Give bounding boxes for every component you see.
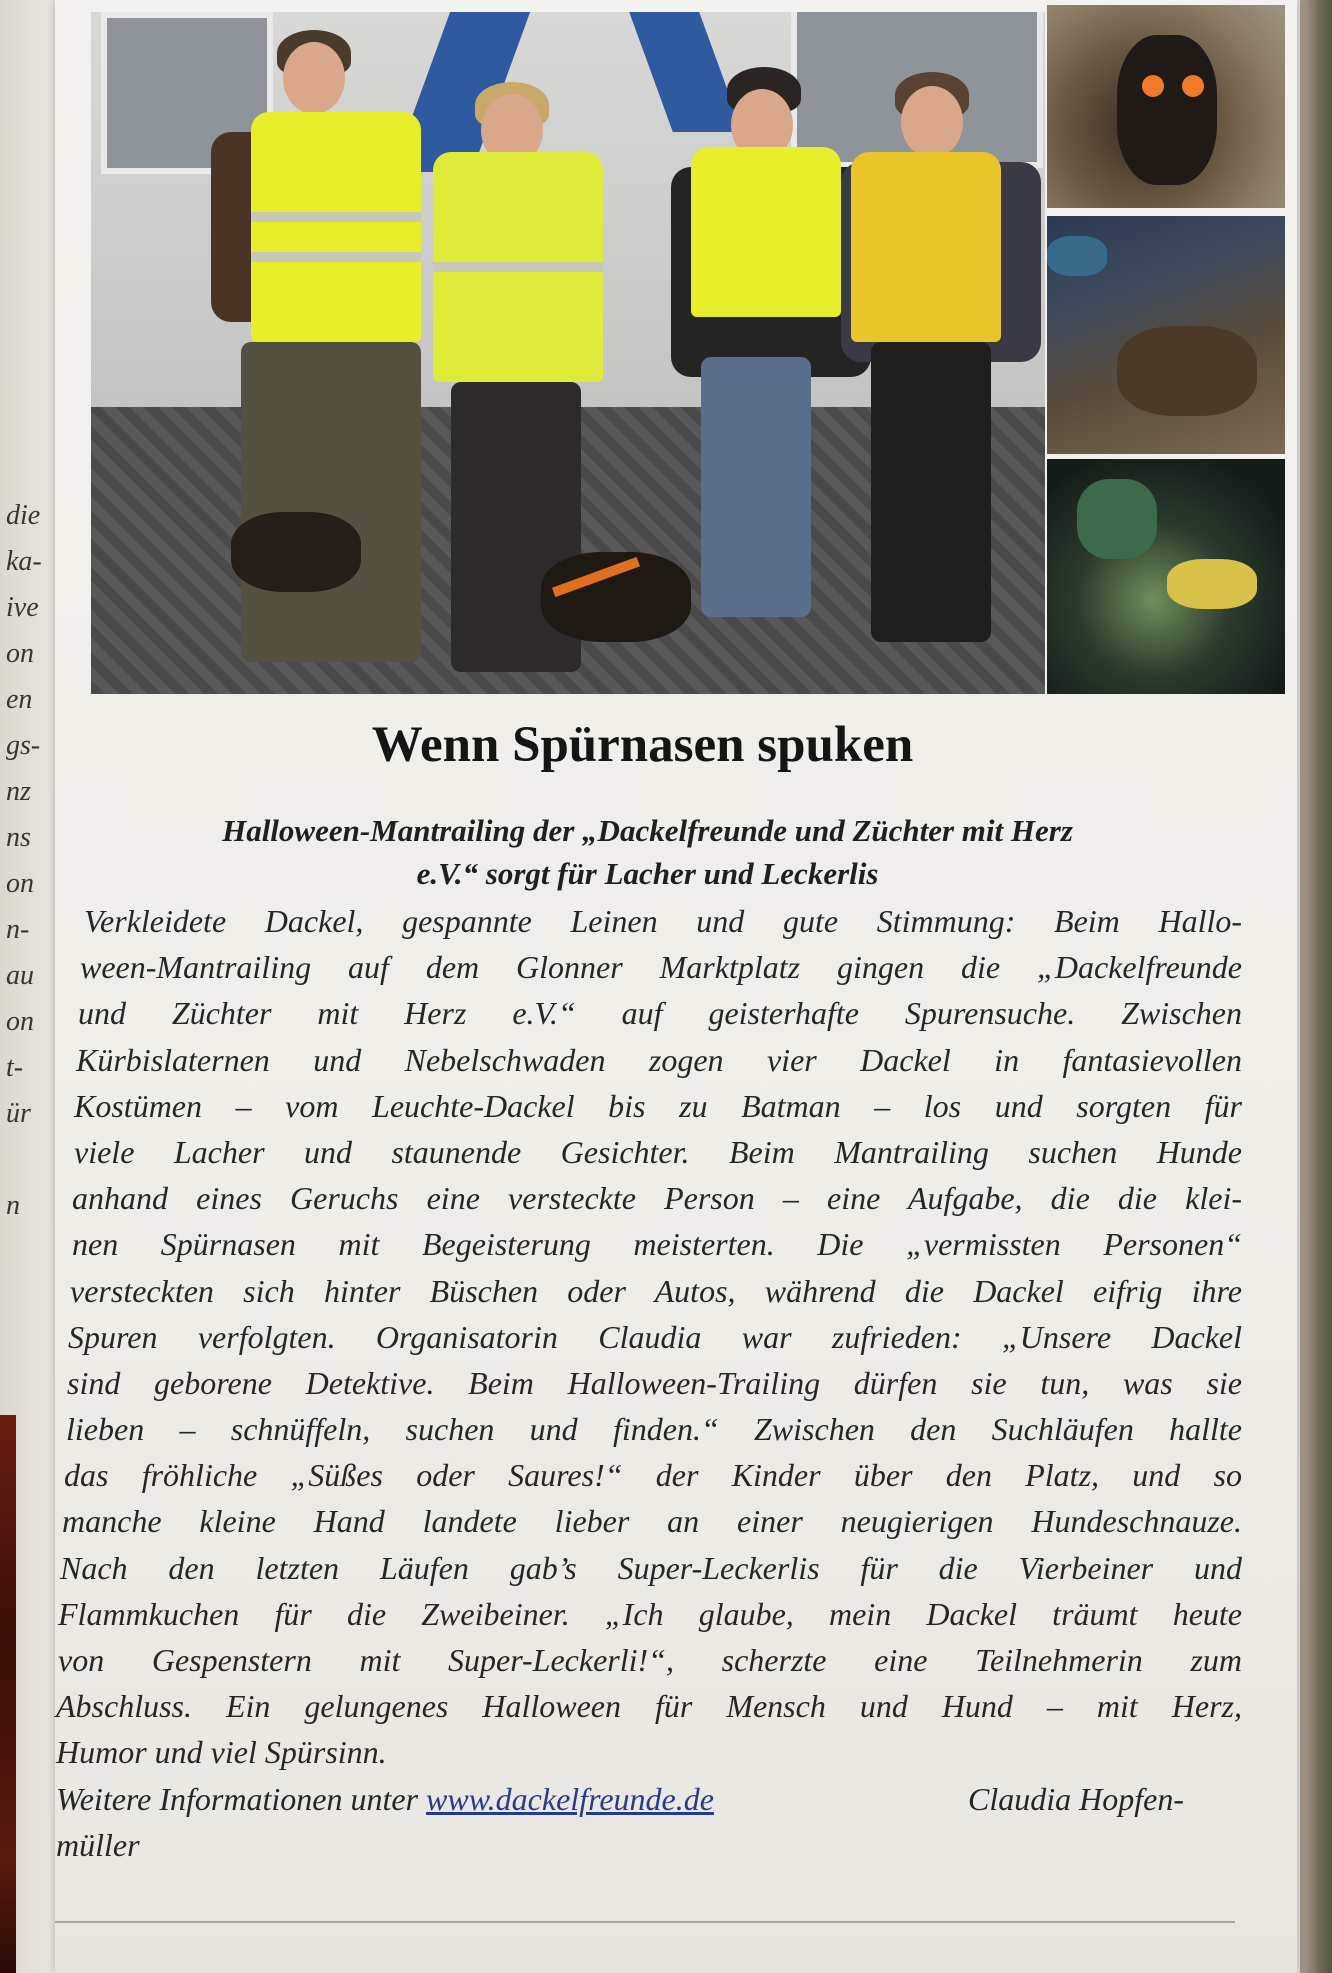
left-page-text-fragment: au bbox=[6, 960, 34, 991]
body-line: Kostümen – vom Leuchte-Dackel bis zu Batman – los und sorgten für bbox=[74, 1087, 1242, 1124]
body-line: und Züchter mit Herz e.V.“ auf geisterhafte Spurensuche. Zwischen bbox=[78, 995, 1242, 1032]
left-page-text-fragment: on bbox=[6, 868, 34, 899]
left-page-text-fragment: ür bbox=[6, 1098, 31, 1129]
left-page-text-fragment: ive bbox=[6, 592, 39, 623]
body-line: Verkleidete Dackel, gespannte Leinen und gute Stimmung: Beim Hallo- bbox=[84, 903, 1242, 939]
article-headline: Wenn Spürnasen spuken bbox=[371, 717, 914, 773]
body-line: Abschluss. Ein gelungenes Halloween für Mensch und Hund – mit Herz, bbox=[56, 1688, 1242, 1725]
subheadline-line: Halloween-Mantrailing der „Dackelfreunde und Züchter mit Herz bbox=[222, 813, 1073, 848]
body-line: Humor und viel Spürsinn. bbox=[56, 1734, 387, 1771]
left-page-text-fragment: en bbox=[6, 684, 33, 715]
left-page-text-fragment: t- bbox=[6, 1052, 24, 1083]
body-line: sind geborene Detektive. Beim Halloween-Trailing dürfen sie tun, was sie bbox=[67, 1364, 1242, 1401]
body-line: viele Lacher und staunende Gesichter. Beim Mantrailing suchen Hunde bbox=[74, 1133, 1242, 1170]
group-photo bbox=[91, 12, 1045, 694]
body-line: lieben – schnüffeln, suchen und finden.“ Zwischen den Suchläufen hallte bbox=[66, 1411, 1242, 1448]
body-line: Flammkuchen für die Zweibeiner. „Ich glaube, mein Dackel träumt heute bbox=[58, 1595, 1242, 1632]
body-line: nen Spürnasen mit Begeisterung meisterten. Die „vermissten Personen“ bbox=[72, 1226, 1242, 1263]
author-name-continued: müller bbox=[56, 1826, 140, 1863]
left-page-text-fragment: ka- bbox=[6, 546, 42, 577]
body-line: manche kleine Hand landete lieber an einer neugierigen Hundeschnauze. bbox=[62, 1503, 1242, 1540]
body-line: anhand eines Geruchs eine versteckte Person – eine Aufgabe, die die klei- bbox=[72, 1180, 1242, 1217]
dog-photo-night bbox=[1047, 459, 1285, 694]
left-page-text-fragment: nz bbox=[6, 776, 31, 807]
body-line: Nach den letzten Läufen gab’s Super-Leckerlis für die Vierbeiner und bbox=[60, 1549, 1242, 1586]
website-link[interactable]: www.dackelfreunde.de bbox=[426, 1780, 714, 1817]
left-page-text-fragment: die bbox=[6, 500, 41, 531]
dog-photo-harness bbox=[1047, 216, 1285, 454]
author-name: Claudia Hopfen- bbox=[968, 1780, 1184, 1817]
body-line: ween-Mantrailing auf dem Glonner Marktplatz gingen die „Dackelfreunde bbox=[80, 949, 1242, 986]
column-divider bbox=[55, 1921, 1235, 1923]
left-page-text-fragment: n- bbox=[6, 914, 30, 945]
article-body bbox=[56, 898, 1242, 1868]
body-line: Kürbislaternen und Nebelschwaden zogen vier Dackel in fantasievollen bbox=[76, 1041, 1242, 1078]
adjacent-page-photo-edge bbox=[0, 1415, 16, 1973]
left-page-text-fragment: on bbox=[6, 1006, 34, 1037]
article-subheadline bbox=[80, 809, 1215, 895]
info-prefix: Weitere Informationen unter bbox=[56, 1780, 427, 1817]
body-line: von Gespenstern mit Super-Leckerli!“, scherzte eine Teilnehmerin zum bbox=[58, 1642, 1242, 1678]
body-line: versteckten sich hinter Büschen oder Autos, während die Dackel eifrig ihre bbox=[70, 1272, 1242, 1309]
left-page-text-fragment: on bbox=[6, 638, 34, 669]
info-line bbox=[56, 1776, 1242, 1822]
body-line: das fröhliche „Süßes oder Saures!“ der Kinder über den Platz, und so bbox=[64, 1457, 1242, 1494]
dog-photo-costume bbox=[1047, 5, 1285, 208]
left-page-text-fragment: n bbox=[6, 1190, 20, 1221]
left-page-text-fragment: gs- bbox=[6, 730, 41, 761]
body-line: Spuren verfolgten. Organisatorin Claudia war zufrieden: „Unsere Dackel bbox=[68, 1318, 1242, 1355]
subheadline-line: e.V.“ sorgt für Lacher und Leckerlis bbox=[416, 856, 879, 891]
left-page-text-fragment: ns bbox=[6, 822, 31, 853]
